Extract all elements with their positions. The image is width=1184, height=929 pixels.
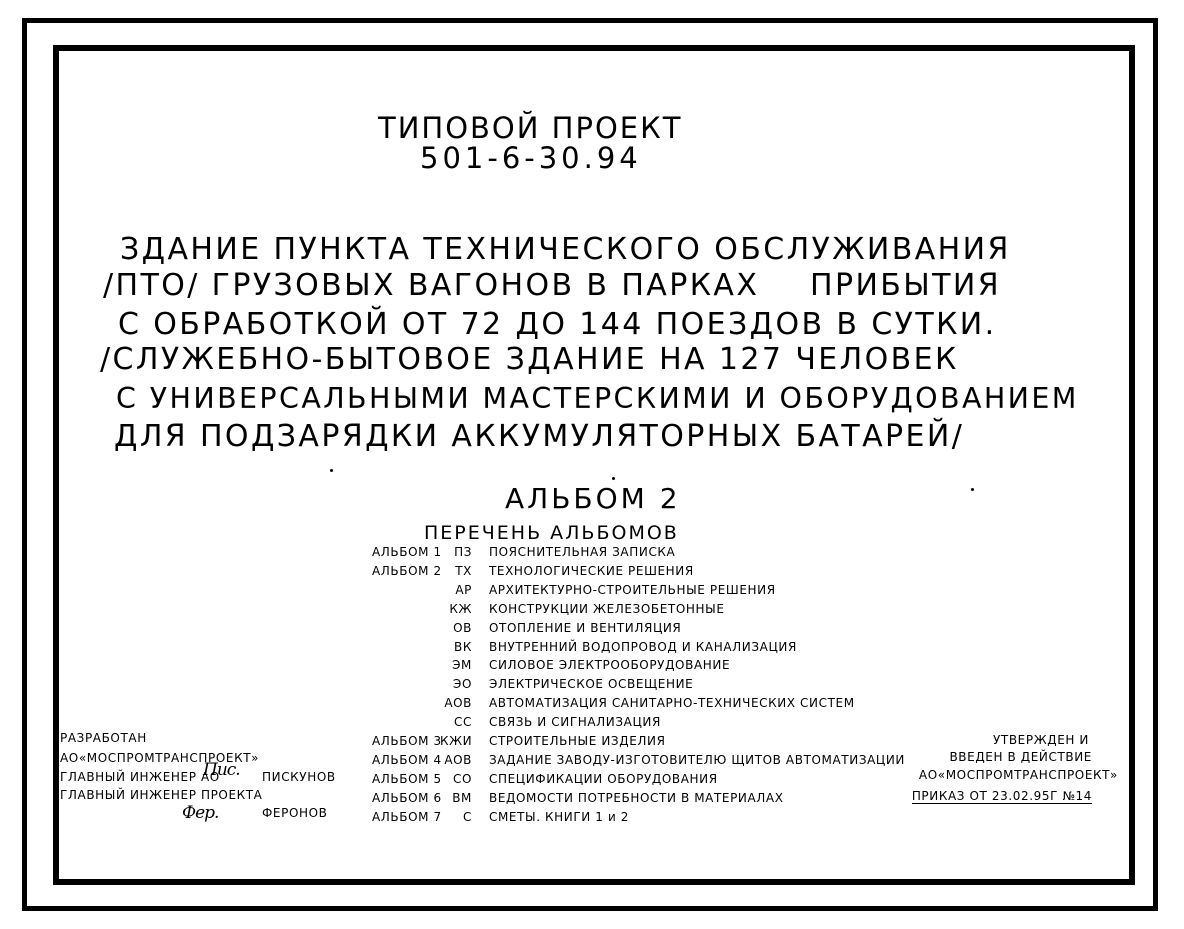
title-line-3: С ОБРАБОТКОЙ ОТ 72 ДО 144 ПОЕЗДОВ В СУТКИ. xyxy=(118,307,997,342)
album-list-code: ЭМ xyxy=(452,658,472,672)
album-list-code: СС xyxy=(454,715,472,729)
approval-line-2: ВВЕДЕН В ДЕЙСТВИЕ xyxy=(949,750,1092,764)
scan-dot xyxy=(330,469,333,472)
album-list-heading: ПЕРЕЧЕНЬ АЛЬБОМОВ xyxy=(424,522,679,544)
album-list-code: КЖ xyxy=(449,602,472,616)
album-number: АЛЬБОМ 2 xyxy=(505,482,681,515)
album-list-code: С xyxy=(463,810,472,824)
album-list-title: АРХИТЕКТУРНО-СТРОИТЕЛЬНЫЕ РЕШЕНИЯ xyxy=(489,583,776,597)
album-list-title: АВТОМАТИЗАЦИЯ САНИТАРНО-ТЕХНИЧЕСКИХ СИСТЕМ xyxy=(489,696,855,710)
chief-engineer-ao-label: ГЛАВНЫЙ ИНЖЕНЕР АО xyxy=(60,770,220,784)
album-list-title: СМЕТЫ. КНИГИ 1 и 2 xyxy=(489,810,629,824)
album-list-title: ЭЛЕКТРИЧЕСКОЕ ОСВЕЩЕНИЕ xyxy=(489,677,694,691)
title-line-5: С УНИВЕРСАЛЬНЫМИ МАСТЕРСКИМИ И ОБОРУДОВАНИЕМ xyxy=(116,382,1079,415)
album-list-album: АЛЬБОМ 6 xyxy=(372,791,442,805)
title-line-4: /СЛУЖЕБНО-БЫТОВОЕ ЗДАНИЕ НА 127 ЧЕЛОВЕК xyxy=(100,342,959,377)
title-line-6: ДЛЯ ПОДЗАРЯДКИ АККУМУЛЯТОРНЫХ БАТАРЕЙ/ xyxy=(114,419,965,454)
title-line-2b: ПРИБЫТИЯ xyxy=(810,268,1001,303)
developer-org: АО«МОСПРОМТРАНСПРОЕКТ» xyxy=(60,751,260,765)
album-list-code: ЭО xyxy=(452,677,472,691)
album-list-code: ТХ xyxy=(455,564,472,578)
album-list-album: АЛЬБОМ 1 xyxy=(372,545,442,559)
scan-dot xyxy=(971,488,974,491)
signature-piskunov: Пис. xyxy=(203,760,240,780)
project-number: 501-6-30.94 xyxy=(420,141,642,175)
album-list-title: КОНСТРУКЦИИ ЖЕЛЕЗОБЕТОННЫЕ xyxy=(489,602,725,616)
album-list-album: АЛЬБОМ 5 xyxy=(372,772,442,786)
album-list-code: АОВ xyxy=(444,753,472,767)
developer-label: РАЗРАБОТАН xyxy=(60,731,147,745)
album-list-album: АЛЬБОМ 7 xyxy=(372,810,442,824)
album-list-code: ВК xyxy=(454,640,472,654)
album-list-title: СВЯЗЬ И СИГНАЛИЗАЦИЯ xyxy=(489,715,661,729)
album-list-title: СИЛОВОЕ ЭЛЕКТРООБОРУДОВАНИЕ xyxy=(489,658,731,672)
chief-engineer-project-name: ФЕРОНОВ xyxy=(262,806,328,820)
chief-engineer-ao-name: ПИСКУНОВ xyxy=(262,770,336,784)
project-type-heading: ТИПОВОЙ ПРОЕКТ xyxy=(378,111,683,145)
approval-line-1: УТВЕРЖДЕН И xyxy=(993,733,1089,747)
album-list-code: ПЗ xyxy=(454,545,472,559)
album-list-code: АОВ xyxy=(444,696,472,710)
scan-dot xyxy=(612,477,615,480)
album-list-code: СО xyxy=(452,772,472,786)
title-line-1: ЗДАНИЕ ПУНКТА ТЕХНИЧЕСКОГО ОБСЛУЖИВАНИЯ xyxy=(120,232,1011,267)
album-list-title: ВЕДОМОСТИ ПОТРЕБНОСТИ В МАТЕРИАЛАХ xyxy=(489,791,784,805)
album-list-title: ЗАДАНИЕ ЗАВОДУ-ИЗГОТОВИТЕЛЮ ЩИТОВ АВТОМАТИЗАЦИИ xyxy=(489,753,905,767)
album-list-title: ПОЯСНИТЕЛЬНАЯ ЗАПИСКА xyxy=(489,545,676,559)
album-list-code: ОВ xyxy=(453,621,472,635)
album-list-album: АЛЬБОМ 4 xyxy=(372,753,442,767)
approval-line-4: ПРИКАЗ ОТ 23.02.95Г №14 xyxy=(911,789,1092,803)
album-list-code: АР xyxy=(455,583,472,597)
album-list-title: СТРОИТЕЛЬНЫЕ ИЗДЕЛИЯ xyxy=(489,734,666,748)
album-list-title: ВНУТРЕННИЙ ВОДОПРОВОД И КАНАЛИЗАЦИЯ xyxy=(489,640,797,654)
album-list-code: ВМ xyxy=(452,791,472,805)
title-line-2: /ПТО/ ГРУЗОВЫХ ВАГОНОВ В ПАРКАХ xyxy=(103,268,760,303)
album-list-album: АЛЬБОМ 2 xyxy=(372,564,442,578)
approval-line-3: АО«МОСПРОМТРАНСПРОЕКТ» xyxy=(918,768,1118,782)
album-list-title: ОТОПЛЕНИЕ И ВЕНТИЛЯЦИЯ xyxy=(489,621,682,635)
chief-engineer-project-label: ГЛАВНЫЙ ИНЖЕНЕР ПРОЕКТА xyxy=(60,788,263,802)
album-list-album: АЛЬБОМ 3 xyxy=(372,734,442,748)
album-list-code: КЖИ xyxy=(440,734,473,748)
album-list-title: ТЕХНОЛОГИЧЕСКИЕ РЕШЕНИЯ xyxy=(489,564,694,578)
album-list-title: СПЕЦИФИКАЦИИ ОБОРУДОВАНИЯ xyxy=(489,772,718,786)
signature-feronov: Фер. xyxy=(182,803,219,823)
